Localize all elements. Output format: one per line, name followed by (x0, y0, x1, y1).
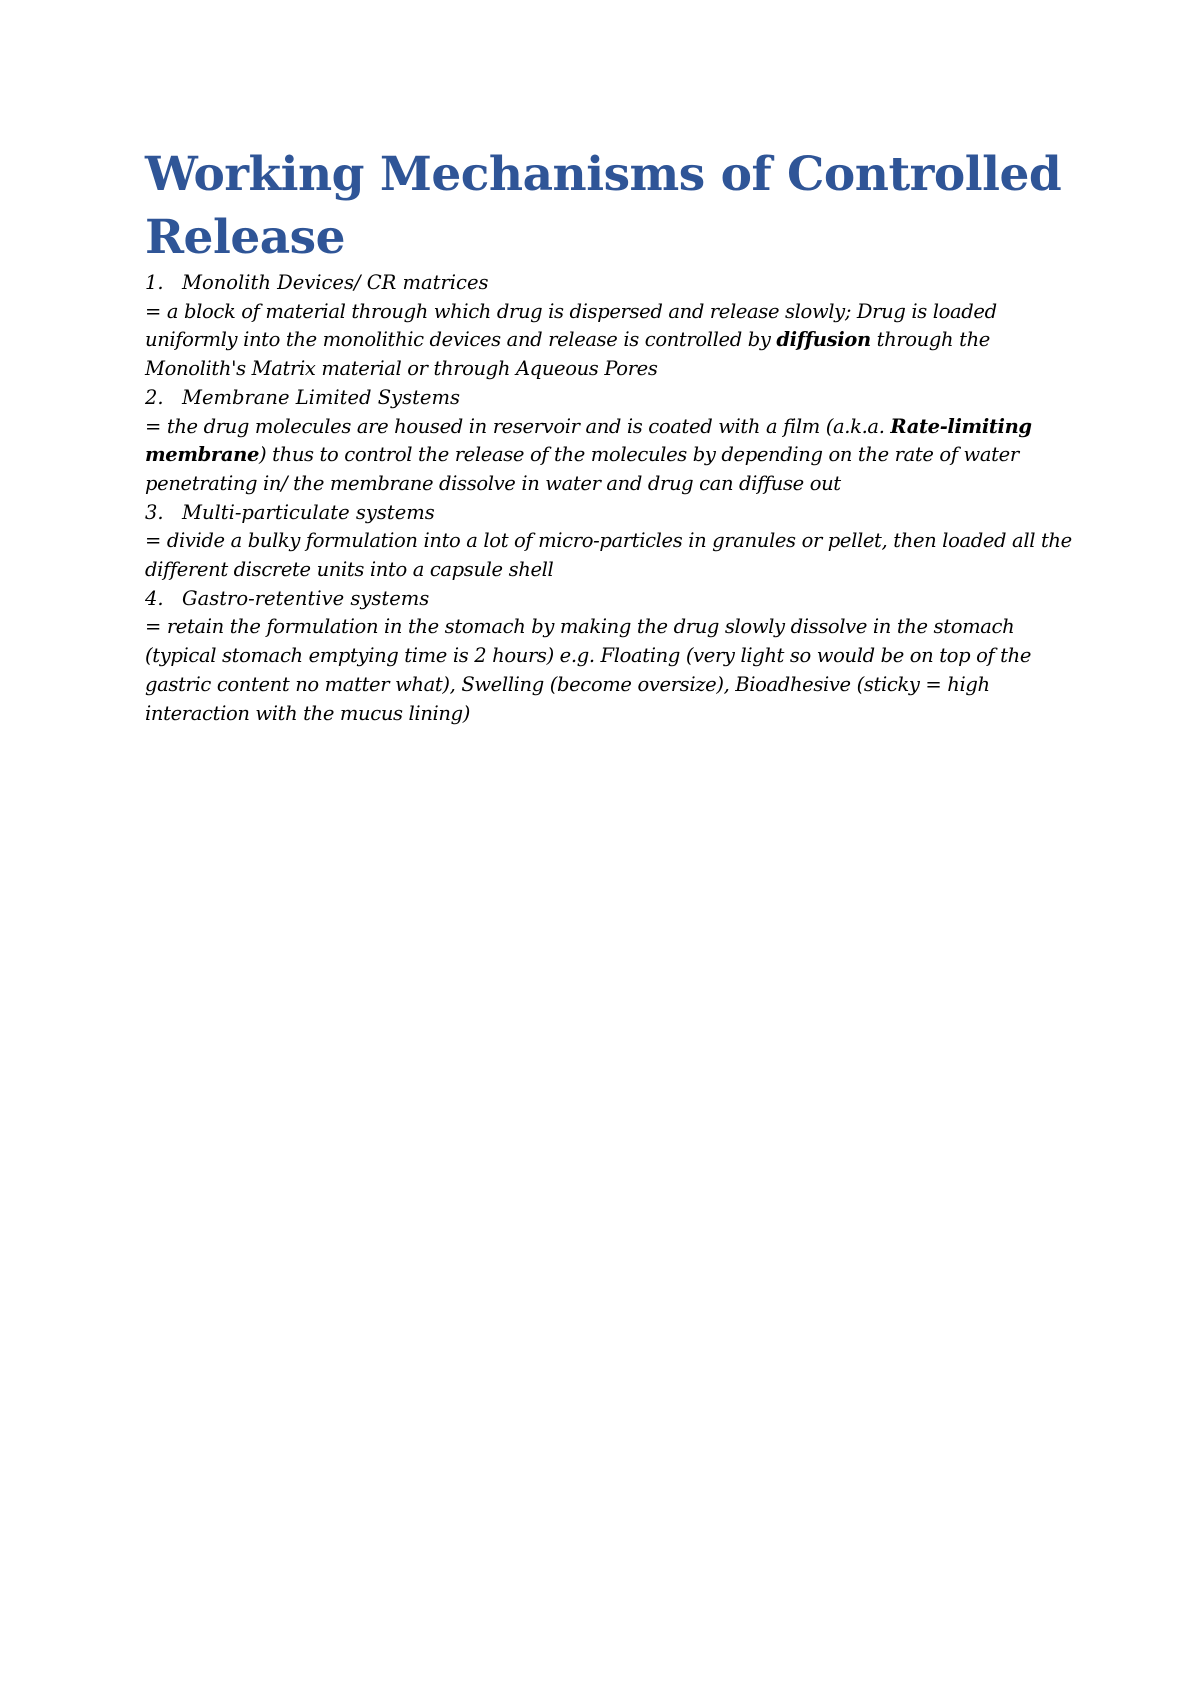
description-bold-term: diffusion (776, 328, 871, 352)
list-item-title: Monolith Devices/ CR matrices (182, 271, 489, 294)
list-item (145, 269, 1075, 384)
description-text: = divide a bulky formulation into a lot of micro-particles in granules or pellet, then loaded all the different discrete units into a capsule shell (145, 529, 1072, 582)
list-item-number: 2. (145, 385, 164, 409)
list-item-description (145, 298, 1075, 384)
description-text: = a block of material through which drug is dispersed and release slowly; Drug is loaded uniformly into the monolithic devices and release is controlled by (145, 299, 997, 352)
description-text: through the Monolith's Matrix material or through Aqueous Pores (145, 328, 990, 381)
list-item-number: 1. (145, 271, 164, 294)
description-bold-term: Rate-limiting membrane (145, 414, 1032, 467)
list-item-description (145, 413, 1075, 499)
list-item (145, 384, 1075, 499)
list-item-heading (145, 384, 1075, 413)
document-body (145, 143, 1075, 728)
list-item-heading (145, 269, 1075, 298)
list-item-heading (145, 585, 1075, 614)
list-item-title: Membrane Limited Systems (182, 385, 460, 409)
list-item-number: 4. (145, 586, 164, 610)
list-item-description (145, 613, 1075, 728)
description-text: ) thus to control the release of the molecules by depending on the rate of water penetrating in/ the membrane dissolve in water and drug can diffuse out (145, 443, 1019, 495)
list-item-title: Multi-particulate systems (182, 500, 435, 524)
description-text: = the drug molecules are housed in reservoir and is coated with a film (a.k.a. (145, 414, 891, 438)
list-item (145, 499, 1075, 585)
list-item-description (145, 527, 1075, 584)
list-item-heading (145, 499, 1075, 528)
list-item-title: Gastro-retentive systems (182, 586, 430, 610)
document-title: Working Mechanisms of Controlled Release (145, 147, 1062, 265)
list-item (145, 585, 1075, 729)
list-item-number: 3. (145, 500, 164, 524)
description-text: = retain the formulation in the stomach by making the drug slowly dissolve in the stomach (typical stomach emptying time is 2 hours) e.g. Floating (very light so would be on top of the gastric content no matter what), Swelling (become oversize), Bioadhesive (sticky = high interaction with the mucus lining) (145, 615, 1032, 725)
